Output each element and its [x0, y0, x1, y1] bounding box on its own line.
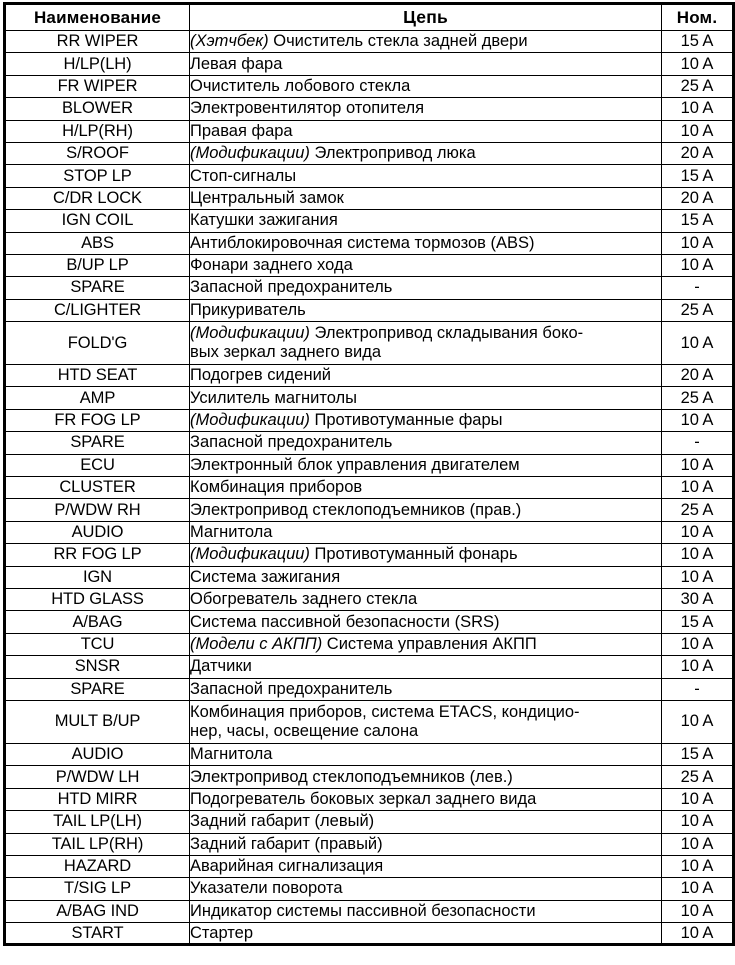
circuit-description-line: Правая фара: [190, 121, 293, 140]
table-row: [5, 588, 734, 610]
fuse-circuit-cell: [190, 75, 662, 97]
fuse-name-cell: TAIL LP(RH): [5, 833, 190, 855]
fuse-name-cell: SPARE: [5, 678, 190, 700]
table-row: [5, 878, 734, 900]
circuit-description-line: Электронный блок управления двигателем: [190, 455, 520, 474]
fuse-circuit-cell: [190, 811, 662, 833]
fuse-rating-cell: 10 A: [662, 811, 734, 833]
table-row: [5, 142, 734, 164]
table-row: [5, 454, 734, 476]
table-row: [5, 900, 734, 922]
fuse-rating-cell: 10 A: [662, 700, 734, 743]
fuse-rating-cell: 10 A: [662, 633, 734, 655]
circuit-description-line: (Хэтчбек) Очиститель стекла задней двери: [190, 32, 528, 51]
fuse-circuit-cell: [190, 766, 662, 788]
fuse-circuit-cell: [190, 521, 662, 543]
table-body: [5, 31, 734, 945]
circuit-description-line: Прикуриватель: [190, 300, 306, 319]
circuit-description-line: Аварийная сигнализация: [190, 857, 384, 876]
fuse-circuit-cell: [190, 544, 662, 566]
table-row: [5, 766, 734, 788]
fuse-rating-cell: 15 A: [662, 611, 734, 633]
circuit-description-line: Указатели поворота: [190, 879, 343, 898]
table-row: [5, 499, 734, 521]
table-row: [5, 656, 734, 678]
circuit-description-line: нер, часы, освещение салона: [190, 721, 419, 740]
fuse-rating-cell: 10 A: [662, 53, 734, 75]
fuse-rating-cell: 25 A: [662, 75, 734, 97]
table-row: [5, 833, 734, 855]
circuit-description-line: (Модификации) Электропривод люка: [190, 144, 476, 163]
fuse-name-cell: A/BAG IND: [5, 900, 190, 922]
circuit-description-line: (Модификации) Противотуманный фонарь: [190, 545, 518, 564]
table-row: [5, 98, 734, 120]
fuse-circuit-cell: [190, 678, 662, 700]
circuit-description-line: Электропривод стеклоподъемников (прав.): [190, 500, 522, 519]
table-row: [5, 700, 734, 743]
fuse-circuit-cell: [190, 165, 662, 187]
fuse-rating-cell: 10 A: [662, 833, 734, 855]
circuit-description-line: (Модели с АКПП) Система управления АКПП: [190, 634, 537, 653]
fuse-circuit-cell: [190, 365, 662, 387]
fuse-rating-cell: 10 A: [662, 923, 734, 945]
fuse-name-cell: B/UP LP: [5, 254, 190, 276]
fuse-rating-cell: 10 A: [662, 477, 734, 499]
fuse-name-cell: SPARE: [5, 277, 190, 299]
circuit-description-line: Электропривод стеклоподъемников (лев.): [190, 767, 513, 786]
fuse-circuit-cell: [190, 120, 662, 142]
table-row: [5, 521, 734, 543]
circuit-description-line: Подогреватель боковых зеркал заднего вида: [190, 789, 537, 808]
table-row: [5, 75, 734, 97]
fuse-circuit-cell: [190, 833, 662, 855]
table-row: [5, 743, 734, 765]
fuse-rating-cell: 30 A: [662, 588, 734, 610]
fuse-rating-cell: 10 A: [662, 454, 734, 476]
fuse-box-table: [3, 2, 735, 946]
circuit-description-line: Очиститель лобового стекла: [190, 76, 411, 95]
circuit-note: (Модификации): [190, 411, 310, 430]
fuse-rating-cell: 25 A: [662, 499, 734, 521]
fuse-circuit-cell: [190, 700, 662, 743]
fuse-rating-cell: 10 A: [662, 254, 734, 276]
circuit-description-line: вых зеркал заднего вида: [190, 343, 382, 362]
table-header: [5, 4, 734, 31]
table-row: [5, 299, 734, 321]
circuit-note: (Модели с АКПП): [190, 634, 323, 653]
fuse-circuit-cell: [190, 31, 662, 53]
fuse-rating-cell: 25 A: [662, 299, 734, 321]
table-row: [5, 923, 734, 945]
circuit-description-line: Комбинация приборов, система ETACS, кондицио-: [190, 702, 580, 721]
fuse-rating-cell: 25 A: [662, 387, 734, 409]
fuse-name-cell: HTD SEAT: [5, 365, 190, 387]
fuse-name-cell: TCU: [5, 633, 190, 655]
fuse-rating-cell: 10 A: [662, 521, 734, 543]
circuit-description-line: Фонари заднего хода: [190, 256, 353, 275]
fuse-name-cell: AUDIO: [5, 521, 190, 543]
fuse-name-cell: HTD MIRR: [5, 788, 190, 810]
fuse-name-cell: FR WIPER: [5, 75, 190, 97]
fuse-rating-cell: 10 A: [662, 656, 734, 678]
fuse-circuit-cell: [190, 322, 662, 365]
fuse-name-cell: C/DR LOCK: [5, 187, 190, 209]
fuse-name-cell: FOLD'G: [5, 322, 190, 365]
circuit-note: (Хэтчбек): [190, 32, 269, 51]
circuit-description-line: Задний габарит (левый): [190, 812, 375, 831]
fuse-rating-cell: 15 A: [662, 165, 734, 187]
fuse-name-cell: BLOWER: [5, 98, 190, 120]
fuse-circuit-cell: [190, 232, 662, 254]
circuit-description-line: Антиблокировочная система тормозов (ABS): [190, 233, 535, 252]
fuse-circuit-cell: [190, 387, 662, 409]
fuse-name-cell: TAIL LP(LH): [5, 811, 190, 833]
fuse-name-cell: RR FOG LP: [5, 544, 190, 566]
fuse-rating-cell: 10 A: [662, 900, 734, 922]
fuse-name-cell: SNSR: [5, 656, 190, 678]
fuse-name-cell: MULT B/UP: [5, 700, 190, 743]
column-header-rating: Ном.: [662, 4, 734, 31]
table-row: [5, 811, 734, 833]
circuit-description-line: Центральный замок: [190, 188, 344, 207]
table-row: [5, 365, 734, 387]
fuse-circuit-cell: [190, 409, 662, 431]
fuse-rating-cell: 10 A: [662, 322, 734, 365]
fuse-name-cell: H/LP(LH): [5, 53, 190, 75]
fuse-name-cell: FR FOG LP: [5, 409, 190, 431]
circuit-description-line: Запасной предохранитель: [190, 433, 393, 452]
fuse-circuit-cell: [190, 878, 662, 900]
circuit-description-line: Запасной предохранитель: [190, 278, 393, 297]
fuse-circuit-cell: [190, 277, 662, 299]
table-row: [5, 409, 734, 431]
circuit-description-line: Магнитола: [190, 745, 273, 764]
table-row: [5, 210, 734, 232]
table-row: [5, 165, 734, 187]
fuse-name-cell: ECU: [5, 454, 190, 476]
fuse-name-cell: A/BAG: [5, 611, 190, 633]
fuse-rating-cell: 10 A: [662, 409, 734, 431]
fuse-rating-cell: -: [662, 432, 734, 454]
circuit-description-line: Система пассивной безопасности (SRS): [190, 612, 500, 631]
fuse-circuit-cell: [190, 210, 662, 232]
fuse-circuit-cell: [190, 788, 662, 810]
fuse-circuit-cell: [190, 743, 662, 765]
fuse-name-cell: HTD GLASS: [5, 588, 190, 610]
fuse-circuit-cell: [190, 432, 662, 454]
fuse-name-cell: ABS: [5, 232, 190, 254]
circuit-description-line: Система зажигания: [190, 567, 341, 586]
circuit-description-line: Катушки зажигания: [190, 211, 338, 230]
fuse-rating-cell: 10 A: [662, 232, 734, 254]
circuit-description-line: Электровентилятор отопителя: [190, 99, 425, 118]
fuse-circuit-cell: [190, 499, 662, 521]
table-row: [5, 53, 734, 75]
circuit-description-line: Магнитола: [190, 523, 273, 541]
table-row: [5, 477, 734, 499]
fuse-circuit-cell: [190, 142, 662, 164]
fuse-name-cell: IGN: [5, 566, 190, 588]
fuse-circuit-cell: [190, 98, 662, 120]
fuse-rating-cell: 15 A: [662, 743, 734, 765]
fuse-name-cell: STOP LP: [5, 165, 190, 187]
fuse-circuit-cell: [190, 299, 662, 321]
fuse-rating-cell: 10 A: [662, 98, 734, 120]
fuse-circuit-cell: [190, 454, 662, 476]
fuse-rating-cell: 10 A: [662, 566, 734, 588]
fuse-circuit-cell: [190, 588, 662, 610]
fuse-rating-cell: 10 A: [662, 878, 734, 900]
fuse-circuit-cell: [190, 254, 662, 276]
column-header-circuit: Цепь: [190, 4, 662, 31]
fuse-name-cell: RR WIPER: [5, 31, 190, 53]
table-row: [5, 322, 734, 365]
table-row: [5, 633, 734, 655]
fuse-circuit-cell: [190, 656, 662, 678]
fuse-rating-cell: -: [662, 678, 734, 700]
fuse-name-cell: S/ROOF: [5, 142, 190, 164]
fuse-rating-cell: 25 A: [662, 766, 734, 788]
fuse-circuit-cell: [190, 900, 662, 922]
fuse-name-cell: H/LP(RH): [5, 120, 190, 142]
fuse-circuit-cell: [190, 611, 662, 633]
circuit-description-line: Задний габарит (правый): [190, 834, 383, 853]
table-row: [5, 277, 734, 299]
fuse-rating-cell: -: [662, 277, 734, 299]
fuse-name-cell: AUDIO: [5, 743, 190, 765]
fuse-circuit-cell: [190, 566, 662, 588]
fuse-circuit-cell: [190, 477, 662, 499]
fuse-name-cell: SPARE: [5, 432, 190, 454]
circuit-description-line: Стартер: [190, 923, 254, 942]
table-row: [5, 678, 734, 700]
fuse-circuit-cell: [190, 53, 662, 75]
fuse-rating-cell: 20 A: [662, 187, 734, 209]
fuse-name-cell: P/WDW LH: [5, 766, 190, 788]
fuse-name-cell: HAZARD: [5, 855, 190, 877]
fuse-circuit-cell: [190, 187, 662, 209]
column-header-name: Наименование: [5, 4, 190, 31]
circuit-description-line: (Модификации) Противотуманные фары: [190, 411, 503, 430]
fuse-circuit-cell: [190, 855, 662, 877]
circuit-description-line: Стоп-сигналы: [190, 166, 297, 185]
fuse-circuit-cell: [190, 923, 662, 945]
circuit-note: (Модификации): [190, 324, 310, 343]
circuit-description-line: (Модификации) Электропривод складывания боко-: [190, 324, 584, 343]
fuse-name-cell: CLUSTER: [5, 477, 190, 499]
table-row: [5, 432, 734, 454]
fuse-rating-cell: 10 A: [662, 855, 734, 877]
circuit-description-line: Комбинация приборов: [190, 478, 363, 497]
table-row: [5, 855, 734, 877]
fuse-rating-cell: 15 A: [662, 210, 734, 232]
fuse-rating-cell: 10 A: [662, 788, 734, 810]
circuit-description-line: Запасной предохранитель: [190, 679, 393, 698]
table-row: [5, 120, 734, 142]
table-row: [5, 232, 734, 254]
fuse-name-cell: AMP: [5, 387, 190, 409]
fuse-rating-cell: 20 A: [662, 142, 734, 164]
table-row: [5, 611, 734, 633]
circuit-description-line: Датчики: [190, 657, 252, 676]
fuse-rating-cell: 10 A: [662, 120, 734, 142]
circuit-note: (Модификации): [190, 545, 310, 564]
table-row: [5, 387, 734, 409]
circuit-description-line: Подогрев сидений: [190, 366, 332, 385]
fuse-name-cell: IGN COIL: [5, 210, 190, 232]
circuit-description-line: Усилитель магнитолы: [190, 388, 358, 407]
fuse-rating-cell: 15 A: [662, 31, 734, 53]
table-row: [5, 254, 734, 276]
fuse-name-cell: T/SIG LP: [5, 878, 190, 900]
table-row: [5, 31, 734, 53]
table-row: [5, 788, 734, 810]
fuse-rating-cell: 20 A: [662, 365, 734, 387]
table-row: [5, 566, 734, 588]
fuse-rating-cell: 10 A: [662, 544, 734, 566]
table-row: [5, 187, 734, 209]
fuse-name-cell: C/LIGHTER: [5, 299, 190, 321]
circuit-description-line: Обогреватель заднего стекла: [190, 590, 418, 609]
fuse-name-cell: P/WDW RH: [5, 499, 190, 521]
fuse-name-cell: START: [5, 923, 190, 945]
fuse-circuit-cell: [190, 633, 662, 655]
circuit-description-line: Левая фара: [190, 54, 283, 73]
circuit-note: (Модификации): [190, 144, 310, 163]
header-row: [5, 4, 734, 31]
table-row: [5, 544, 734, 566]
circuit-description-line: Индикатор системы пассивной безопасности: [190, 901, 536, 920]
